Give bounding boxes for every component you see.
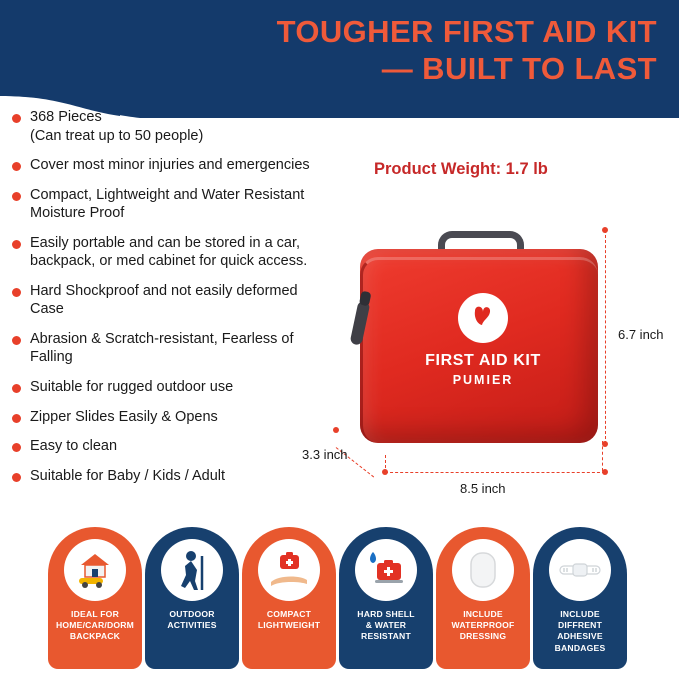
page-title-line1: TOUGHER FIRST AID KIT <box>276 14 657 49</box>
list-item <box>12 408 324 427</box>
page-title-line2: — BUILT TO LAST <box>381 50 657 86</box>
product-image-area <box>302 215 670 505</box>
list-item <box>12 186 324 223</box>
badge-label: IDEAL FOR HOME/CAR/DORM BACKPACK <box>55 609 135 642</box>
badge-outdoor-activities <box>145 527 239 669</box>
dim-line-height <box>605 230 606 444</box>
list-item <box>12 378 324 397</box>
badge-waterproof-dressing <box>436 527 530 669</box>
list-item <box>12 437 324 456</box>
bullet-icon <box>12 162 21 171</box>
badge-label: OUTDOOR ACTIVITIES <box>167 609 217 631</box>
dim-tick <box>602 441 603 471</box>
bullet-icon <box>12 473 21 482</box>
bandage-icon <box>549 539 611 601</box>
list-item <box>12 330 324 367</box>
dressing-pad-icon <box>452 539 514 601</box>
badge-home-car-dorm <box>48 527 142 669</box>
house-car-icon <box>64 539 126 601</box>
bullet-icon <box>12 414 21 423</box>
feature-text: Zipper Slides Easily & Opens <box>30 408 218 425</box>
badge-row <box>48 527 632 669</box>
badge-label: INCLUDE DIFFRENT ADHESIVE BANDAGES <box>554 609 606 653</box>
badge-label: COMPACT LIGHTWEIGHT <box>257 609 321 631</box>
list-item <box>12 282 324 319</box>
feature-text: Abrasion & Scratch-resistant, Fearless of Falling <box>30 330 294 366</box>
case-brand-text: FIRST AID KIT <box>425 352 541 369</box>
bullet-icon <box>12 443 21 452</box>
feature-text: Easily portable and can be stored in a car, backpack, or med cabinet for quick access. <box>30 234 308 270</box>
bullet-icon <box>12 336 21 345</box>
feature-text: 368 Pieces (Can treat up to 50 people) <box>30 109 204 144</box>
feature-text: Easy to clean <box>30 438 118 455</box>
feature-text: Cover most minor injuries and emergencies <box>30 157 310 174</box>
badge-adhesive-bandages <box>533 527 627 669</box>
header-banner <box>0 0 679 118</box>
dim-line-width <box>385 472 605 473</box>
bullet-icon <box>12 384 21 393</box>
dim-label-depth: 3.3 inch <box>302 447 348 462</box>
case-sub-text: PUMIER <box>452 373 514 387</box>
badge-label: HARD SHELL & WATER RESISTANT <box>357 609 415 642</box>
bullet-icon <box>12 240 21 249</box>
badge-hard-shell-water-resistant <box>339 527 433 669</box>
list-item <box>12 108 324 145</box>
hiker-icon <box>161 539 223 601</box>
dim-label-width: 8.5 inch <box>460 481 506 496</box>
bullet-icon <box>12 114 21 123</box>
first-aid-logo-icon <box>458 293 508 343</box>
dim-tick <box>385 455 386 473</box>
feature-text: Suitable for Baby / Kids / Adult <box>30 467 226 484</box>
feature-text: Hard Shockproof and not easily deformed Case <box>30 282 298 318</box>
badge-label: INCLUDE WATERPROOF DRESSING <box>451 609 515 642</box>
dim-dot <box>333 427 339 433</box>
feature-text: Suitable for rugged outdoor use <box>30 379 234 396</box>
dim-label-height: 6.7 inch <box>618 327 664 342</box>
waterproof-kit-icon <box>355 539 417 601</box>
feature-text: Compact, Lightweight and Water Resistant Moisture Proof <box>30 186 305 222</box>
first-aid-case <box>360 249 598 443</box>
bullet-icon <box>12 192 21 201</box>
feature-list <box>12 108 324 496</box>
badge-compact-lightweight <box>242 527 336 669</box>
page-title <box>137 14 657 87</box>
hand-kit-icon <box>258 539 320 601</box>
product-weight-label: Product Weight: 1.7 lb <box>374 160 548 178</box>
list-item <box>12 467 324 486</box>
list-item <box>12 234 324 271</box>
list-item <box>12 156 324 175</box>
bullet-icon <box>12 288 21 297</box>
